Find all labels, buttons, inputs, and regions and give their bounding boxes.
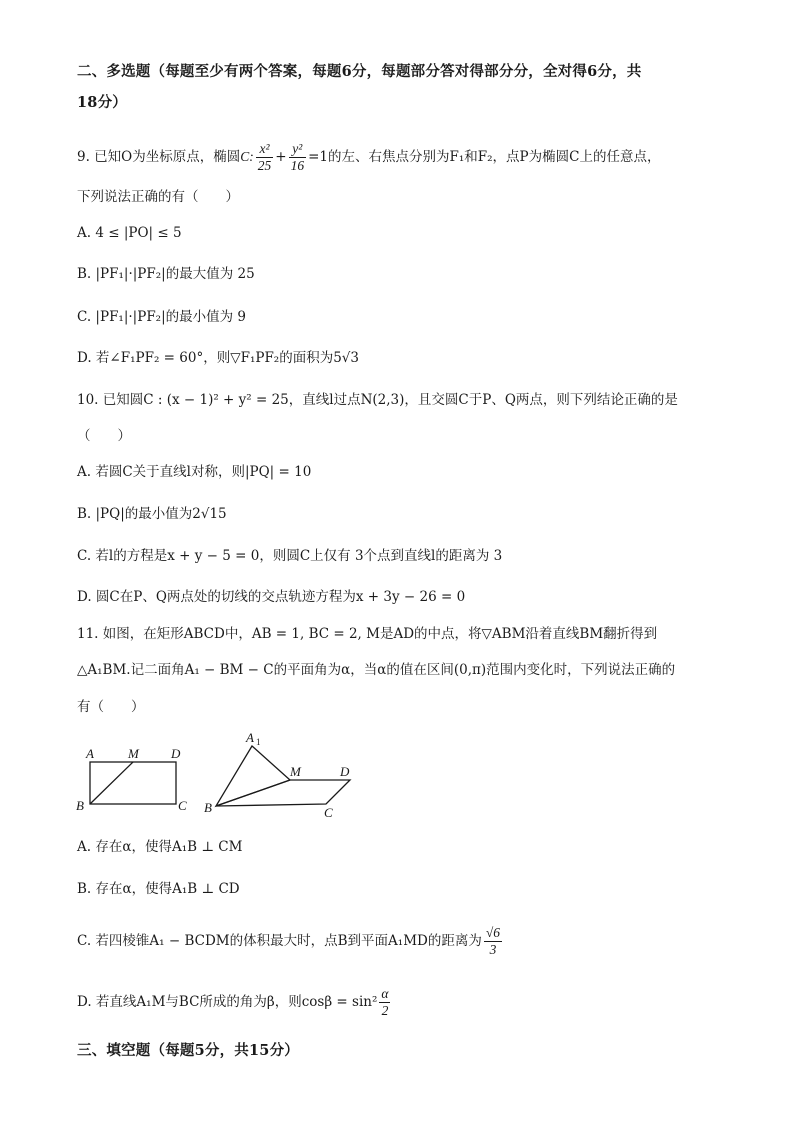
q11-stem-line2: △A₁BM.记二面角A₁ − BM − C的平面角为α，当α的值在区间(0,π)范围内变化时，下列说法正确的 — [77, 662, 676, 678]
q10-stem-line2: （ ） — [77, 428, 131, 444]
q9-frac2-den: 16 — [290, 158, 305, 173]
label-a1-sub: 1 — [256, 737, 261, 747]
label-a: A — [86, 746, 94, 761]
q9-option-c: C. |PF₁|·|PF₂|的最小值为 9 — [77, 309, 247, 325]
q11-option-d-den: 2 — [381, 1003, 389, 1018]
q9-lead: 9. 已知O为坐标原点，椭圆 — [77, 149, 241, 165]
rect-abcd — [90, 762, 176, 804]
section3-heading: 三、填空题（每题5分，共15分） — [77, 1042, 299, 1059]
label-m2: M — [290, 764, 301, 779]
triangle-a1bm — [216, 746, 290, 806]
q10-option-c: C. 若l的方程是x + y − 5 = 0，则圆C上仅有 3个点到直线l的距离为 3 — [77, 548, 503, 564]
q11-stem-line1: 11. 如图，在矩形ABCD中，AB = 1, BC = 2, M是AD的中点，将▽ABM沿着直线BM翻折得到 — [77, 626, 658, 642]
q10-option-a: A. 若圆C关于直线l对称，则|PQ| = 10 — [77, 464, 312, 480]
q9-stem-after: 的左、右焦点分别为F₁和F₂，点P为椭圆C上的任意点， — [327, 149, 661, 165]
q10-option-b: B. |PQ|的最小值为2√15 — [77, 506, 227, 522]
q9-stem-line1 — [77, 140, 660, 174]
q10-stem-line1: 10. 已知圆C : (x − 1)² + y² = 25，直线l过点N(2,3)，且交圆C于P、Q两点，则下列结论正确的是 — [77, 392, 678, 408]
label-c2: C — [324, 805, 333, 820]
q9-ellipse-prefix: C: — [240, 149, 254, 164]
q11-option-c-den: 3 — [489, 942, 497, 957]
label-a1: A — [246, 730, 254, 745]
label-d: D — [171, 746, 181, 761]
q9-frac1-den: 25 — [257, 158, 272, 173]
q9-fraction-x — [256, 141, 274, 174]
q11-option-c — [77, 924, 504, 958]
q9-frac2-num: y² — [289, 141, 307, 158]
q9-eq-one: =1 — [308, 149, 328, 165]
section2-heading-line1: 二、多选题（每题至少有两个答案，每题6分，每题部分答对得部分分，全对得6分，共 — [77, 63, 642, 80]
q11-option-c-fraction — [484, 925, 502, 958]
label-b: B — [76, 798, 84, 813]
q11-option-a: A. 存在α，使得A₁B ⊥ CM — [77, 839, 243, 855]
segment-bm — [90, 762, 133, 804]
q11-option-d-text: D. 若直线A₁M与BC所成的角为β，则cosβ = sin² — [77, 994, 378, 1010]
label-m: M — [128, 746, 139, 761]
q11-figures — [70, 730, 390, 825]
q11-figure-rectangle — [76, 746, 187, 813]
q11-option-c-text: C. 若四棱锥A₁ − BCDM的体积最大时，点B到平面A₁MD的距离为 — [77, 933, 482, 949]
q9-plus: + — [275, 149, 287, 165]
q11-stem-line3: 有（ ） — [77, 699, 145, 715]
q9-fraction-y — [289, 141, 307, 174]
section2-heading-line2: 18分） — [77, 94, 127, 111]
q11-option-c-num: √6 — [485, 925, 501, 940]
q11-option-b: B. 存在α，使得A₁B ⊥ CD — [77, 881, 240, 897]
parallelogram-bcdm — [216, 780, 350, 806]
q9-option-d: D. 若∠F₁PF₂ = 60°，则▽F₁PF₂的面积为5√3 — [77, 350, 360, 366]
q9-option-b: B. |PF₁|·|PF₂|的最大值为 25 — [77, 266, 255, 282]
q9-frac1-num: x² — [256, 141, 274, 158]
q11-option-d — [77, 985, 392, 1019]
q11-option-d-num: α — [381, 986, 389, 1001]
q9-stem-line2: 下列说法正确的有（ ） — [77, 189, 239, 205]
q11-option-d-fraction — [379, 986, 390, 1019]
label-b2: B — [204, 800, 212, 815]
q11-figure-folded — [204, 730, 350, 820]
q10-option-d: D. 圆C在P、Q两点处的切线的交点轨迹方程为x + 3y − 26 = 0 — [77, 589, 466, 605]
label-c: C — [178, 798, 187, 813]
label-d2: D — [340, 764, 350, 779]
q9-option-a: A. 4 ≤ |PO| ≤ 5 — [77, 225, 182, 241]
